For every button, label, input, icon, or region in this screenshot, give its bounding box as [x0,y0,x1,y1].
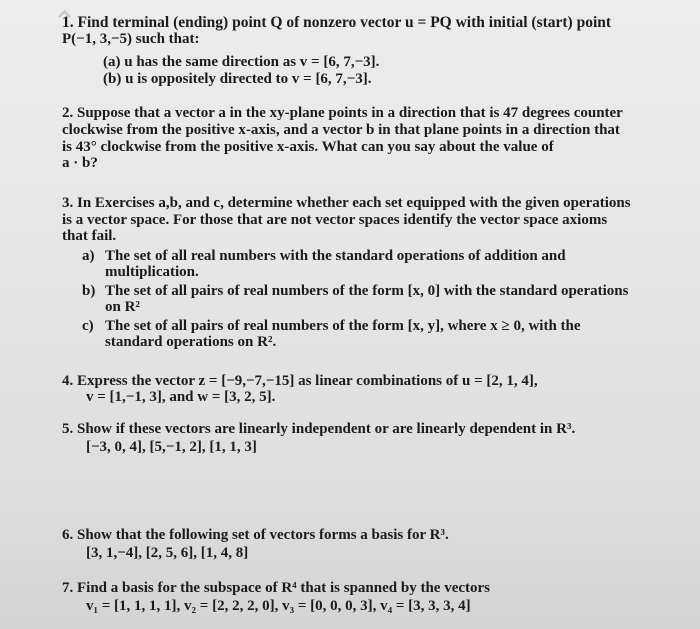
q6-line-2: [3, 1,−4], [2, 5, 6], [1, 4, 8] [86,545,249,561]
q5-line-2: [−3, 0, 4], [5,−1, 2], [1, 1, 3] [86,439,257,455]
q6-line-1: 6. Show that the following set of vectors forms a basis for R³. [62,527,449,543]
q4-line-1: 4. Express the vector z = [−9,−7,−15] as linear combinations of u = [2, 1, 4], [62,373,538,389]
q2-line-1: 2. Suppose that a vector a in the xy-plane points in a direction that is 47 degrees counter [62,105,623,121]
q2-line-2: clockwise from the positive x-axis, and a vector b in that plane points in a direction that [62,122,620,138]
q1-line-1: 1. Find terminal (ending) point Q of nonzero vector u = PQ with initial (start) point [62,14,612,31]
q3-c-label: c) [82,318,94,334]
q3-line-3: that fail. [62,228,117,244]
q7-line-2: v₁ = [1, 1, 1, 1], v₂ = [2, 2, 2, 0], v₃ = [0, 0, 0, 3], v₄ = [3, 3, 3, 4] [86,598,471,614]
q1-line-2: P(−1, 3,−5) such that: [62,31,200,47]
q3-a-line-1: The set of all real numbers with the standard operations of addition and [105,248,566,264]
q5-line-1: 5. Show if these vectors are linearly independent or are linearly dependent in R³. [62,421,576,437]
q1-part-a: (a) u has the same direction as v = [6, 7,−3]. [103,54,380,70]
q3-line-1: 3. In Exercises a,b, and c, determine whether each set equipped with the given operations [62,195,631,211]
q3-a-label: a) [82,248,95,264]
q1-part-b: (b) u is oppositely directed to v = [6, 7,−3]. [103,71,372,87]
q7-line-1: 7. Find a basis for the subspace of R⁴ that is spanned by the vectors [62,580,491,596]
q3-line-2: is a vector space. For those that are not vector spaces identify the vector space axioms [62,212,608,228]
q3-b-line-1: The set of all pairs of real numbers of the form [x, 0] with the standard operations [105,283,629,299]
q3-a-line-2: multiplication. [105,264,199,280]
q3-b-line-2: on R² [105,299,140,315]
q2-line-4: a · b? [62,155,98,171]
q2-line-3: is 43° clockwise from the positive x-axis. What can you say about the value of [62,139,554,155]
q3-b-label: b) [82,283,96,299]
q3-c-line-1: The set of all pairs of real numbers of the form [x, y], where x ≥ 0, with the [105,318,581,334]
q3-c-line-2: standard operations on R². [105,334,277,350]
q4-line-2: v = [1,−1, 3], and w = [3, 2, 5]. [86,389,276,405]
